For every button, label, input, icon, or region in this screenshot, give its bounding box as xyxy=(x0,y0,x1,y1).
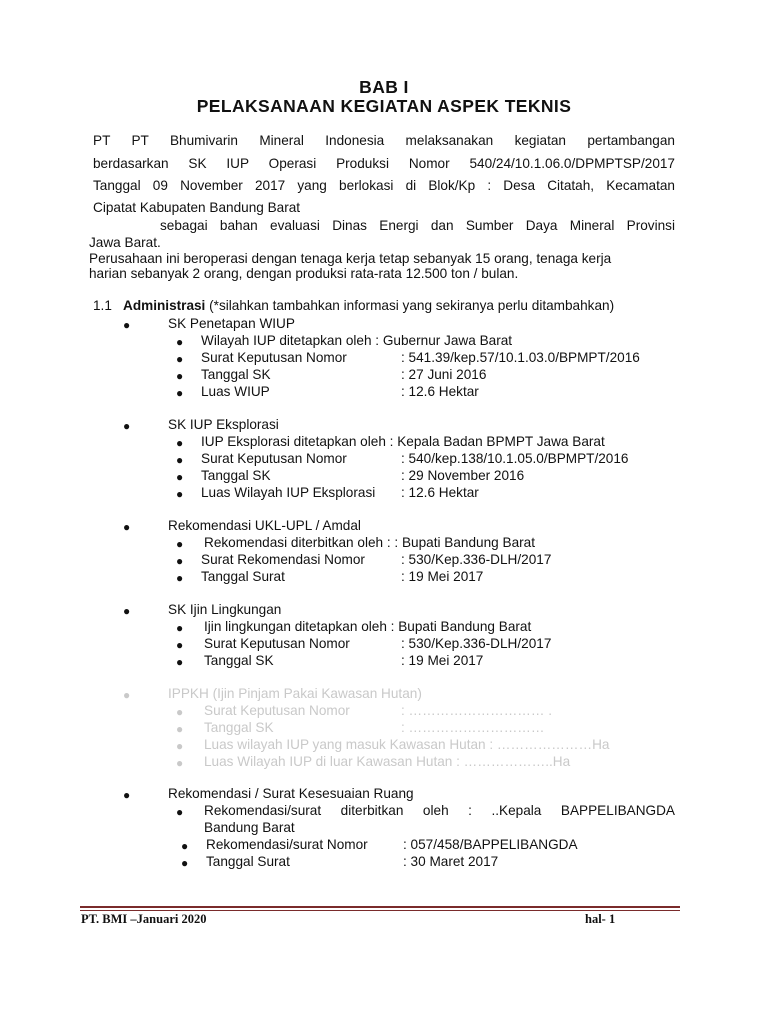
intro-line-7: Perusahaan ini beroperasi dengan tenaga kerja tetap sebanyak 15 orang, tenaga kerja xyxy=(89,251,612,266)
intro-line-3: Tanggal 09 November 2017 yang berlokasi di Blok/Kp : Desa Citatah, Kecamatan xyxy=(93,178,675,193)
list-item-value: : 057/458/BAPPELIBANGDA xyxy=(403,837,578,852)
group-title-eksplorasi: SK IUP Eksplorasi xyxy=(168,417,279,432)
intro-line-8: harian sebanyak 2 orang, dengan produksi rata-rata 12.500 ton / bulan. xyxy=(89,266,519,281)
list-item-label: Tanggal SK xyxy=(204,720,274,735)
list-item-label: Surat Keputusan Nomor xyxy=(201,350,347,365)
bullet-icon: ● xyxy=(181,856,189,870)
bullet-icon: ● xyxy=(123,604,131,618)
list-item-label: Wilayah IUP ditetapkan oleh : Gubernur Jawa Barat xyxy=(201,333,513,348)
list-item-label: Tanggal SK xyxy=(201,367,271,382)
bullet-icon: ● xyxy=(176,453,184,467)
list-item-label: Surat Keputusan Nomor xyxy=(204,636,350,651)
bullet-icon: ● xyxy=(176,621,184,635)
bullet-icon: ● xyxy=(176,739,184,753)
intro-line-6: Jawa Barat. xyxy=(89,235,161,250)
intro-line-2: berdasarkan SK IUP Operasi Produksi Nomor 540/24/10.1.06.0/DPMPTSP/2017 xyxy=(93,156,675,171)
list-item-value: : 530/Kep.336-DLH/2017 xyxy=(401,636,552,651)
bullet-icon: ● xyxy=(176,487,184,501)
bullet-icon: ● xyxy=(176,537,184,551)
bullet-icon: ● xyxy=(176,571,184,585)
intro-line-1: PT PT Bhumivarin Mineral Indonesia melaksanakan kegiatan pertambangan xyxy=(93,133,675,148)
list-item-value: : 27 Juni 2016 xyxy=(401,367,487,382)
list-item-label: Surat Rekomendasi Nomor xyxy=(201,552,365,567)
intro-line-4: Cipatat Kabupaten Bandung Barat xyxy=(93,200,301,215)
list-item-value: : 29 November 2016 xyxy=(401,468,525,483)
bullet-icon: ● xyxy=(176,470,184,484)
list-item-value: : ………………………… xyxy=(401,720,545,735)
list-item-label: Luas Wilayah IUP Eksplorasi xyxy=(201,485,376,500)
list-item-value: : 19 Mei 2017 xyxy=(401,569,484,584)
bullet-icon: ● xyxy=(123,788,131,802)
footer-page-number: hal- 1 xyxy=(585,912,616,926)
list-item-value: : 12.6 Hektar xyxy=(401,485,479,500)
chapter-subtitle: PELAKSANAAN KEGIATAN ASPEK TEKNIS xyxy=(196,96,572,116)
bullet-icon: ● xyxy=(176,386,184,400)
list-item-label: Luas wilayah IUP yang masuk Kawasan Hutan : …………………Ha xyxy=(204,737,610,752)
footer-rule-thin xyxy=(80,910,680,911)
bullet-icon: ● xyxy=(176,655,184,669)
list-item-value: : 541.39/kep.57/10.1.03.0/BPMPT/2016 xyxy=(401,350,640,365)
list-item-label: Ijin lingkungan ditetapkan oleh : Bupati Bandung Barat xyxy=(204,619,532,634)
section-heading-text: Administrasi xyxy=(123,298,206,313)
bullet-icon: ● xyxy=(176,756,184,770)
section-number: 1.1 xyxy=(93,298,112,313)
list-item-label: Luas Wilayah IUP di luar Kawasan Hutan : ………………..Ha xyxy=(204,754,571,769)
list-item-value: : 30 Maret 2017 xyxy=(403,854,499,869)
footer-rule xyxy=(80,906,680,908)
group-title-wiup: SK Penetapan WIUP xyxy=(168,316,295,331)
bullet-icon: ● xyxy=(176,436,184,450)
bullet-icon: ● xyxy=(176,554,184,568)
bullet-icon: ● xyxy=(181,839,189,853)
bullet-icon: ● xyxy=(176,335,184,349)
list-item-label: Tanggal SK xyxy=(204,653,274,668)
chapter-title: BAB I xyxy=(359,77,409,97)
list-item-value: : 12.6 Hektar xyxy=(401,384,479,399)
bullet-icon: ● xyxy=(123,688,131,702)
list-item-value: : 19 Mei 2017 xyxy=(401,653,484,668)
group-title-ukl: Rekomendasi UKL-UPL / Amdal xyxy=(168,518,361,533)
group-title-ippkh: IPPKH (Ijin Pinjam Pakai Kawasan Hutan) xyxy=(168,686,422,701)
section-note: (*silahkan tambahkan informasi yang sekiranya perlu ditambahkan) xyxy=(205,298,615,313)
bullet-icon: ● xyxy=(123,520,131,534)
bullet-icon: ● xyxy=(176,369,184,383)
list-item-label: Tanggal SK xyxy=(201,468,271,483)
bullet-icon: ● xyxy=(176,705,184,719)
list-item-label: Tanggal Surat xyxy=(206,854,290,869)
list-item-label: IUP Eksplorasi ditetapkan oleh : Kepala Badan BPMPT Jawa Barat xyxy=(201,434,605,449)
list-item-value: : 530/Kep.336-DLH/2017 xyxy=(401,552,552,567)
list-item-label: Luas WIUP xyxy=(201,384,270,399)
intro-line-5: sebagai bahan evaluasi Dinas Energi dan Sumber Daya Mineral Provinsi xyxy=(160,218,675,233)
list-item-label: Rekomendasi/surat diterbitkan oleh : ..Kepala BAPPELIBANGDA xyxy=(204,803,675,818)
list-item-value: : ………………………… . xyxy=(401,703,553,718)
bullet-icon: ● xyxy=(176,805,184,819)
list-item-label: Tanggal Surat xyxy=(201,569,285,584)
group-title-ruang: Rekomendasi / Surat Kesesuaian Ruang xyxy=(168,786,414,801)
section-heading xyxy=(123,298,614,313)
list-item-label: Rekomendasi/surat Nomor xyxy=(206,837,368,852)
list-item-label-cont: Bandung Barat xyxy=(204,820,295,835)
bullet-icon: ● xyxy=(176,638,184,652)
list-item-label: Surat Keputusan Nomor xyxy=(204,703,350,718)
bullet-icon: ● xyxy=(123,318,131,332)
list-item-label: Rekomendasi diterbitkan oleh : : Bupati Bandung Barat xyxy=(204,535,535,550)
list-item-label: Surat Keputusan Nomor xyxy=(201,451,347,466)
bullet-icon: ● xyxy=(123,419,131,433)
bullet-icon: ● xyxy=(176,722,184,736)
group-title-lingkungan: SK Ijin Lingkungan xyxy=(168,602,282,617)
list-item-value: : 540/kep.138/10.1.05.0/BPMPT/2016 xyxy=(401,451,629,466)
bullet-icon: ● xyxy=(176,352,184,366)
footer-company-date: PT. BMI –Januari 2020 xyxy=(81,912,207,926)
